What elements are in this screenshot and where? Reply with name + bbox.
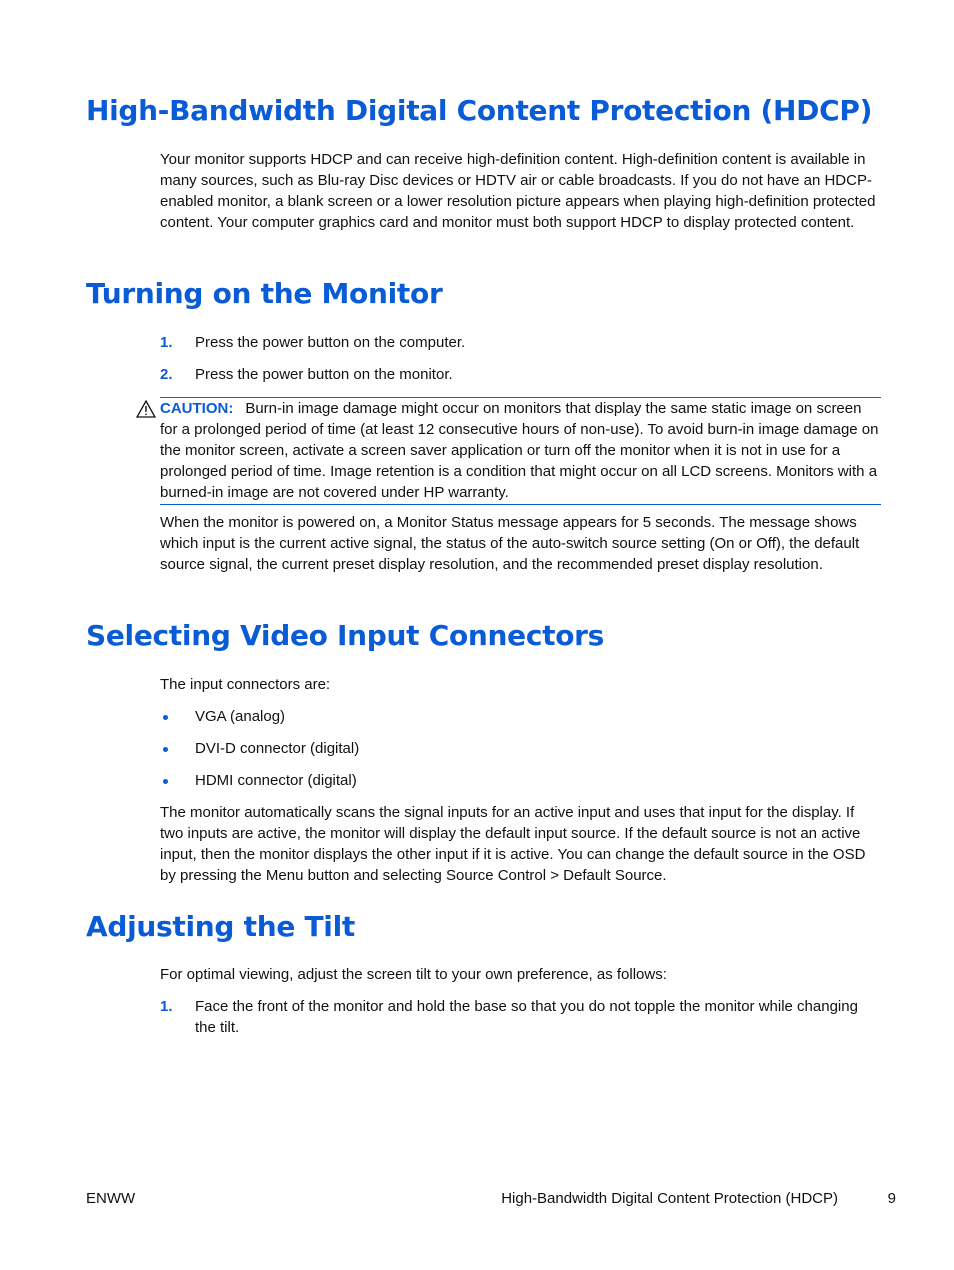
heading-video-input: Selecting Video Input Connectors [86, 619, 605, 652]
list-item [160, 706, 880, 727]
bullet-icon [163, 779, 168, 784]
heading-turning-on: Turning on the Monitor [86, 277, 443, 310]
footer-left: ENWW [86, 1190, 136, 1207]
footer-section-title: High-Bandwidth Digital Content Protection (HDCP) [501, 1190, 838, 1207]
list-item [160, 738, 880, 759]
heading-hdcp: High-Bandwidth Digital Content Protection (HDCP) [86, 94, 873, 127]
caution-text: Burn-in image damage might occur on monitors that display the same static image on screen for a prolonged period of time (at least 12 consecutive hours of non-use). To avoid burn-in image damage on the monitor screen, activate a screen saver application or turn off the monitor when it is not in use for a prolonged period of time. Image retention is a condition that might occur on all LCD screens. Monitors with a burned-in image are not covered under HP warranty. [160, 400, 879, 501]
step-text: Press the power button on the monitor. [195, 366, 453, 383]
step-number: 2. [160, 366, 173, 383]
paragraph-input-scan: The monitor automatically scans the signal inputs for an active input and uses that input for the display. If two inputs are active, the monitor will display the default input source. If the default source is not an active input, then the monitor displays the other input if it is active. You can change the default source in the OSD by pressing the Menu button and selecting Source Control > Default Source. [160, 804, 866, 884]
warning-triangle-icon [136, 400, 156, 418]
paragraph-connectors-intro: The input connectors are: [160, 676, 331, 693]
caution-paragraph [160, 398, 881, 503]
caution-box [160, 397, 881, 505]
step-text: Face the front of the monitor and hold the base so that you do not topple the monitor while changing the tilt. [195, 998, 858, 1036]
step-item [160, 996, 880, 1038]
list-item-text: VGA (analog) [195, 708, 286, 725]
step-number: 1. [160, 998, 173, 1015]
step-item [160, 332, 880, 353]
list-item-text: DVI-D connector (digital) [195, 740, 360, 757]
step-text: Press the power button on the computer. [195, 334, 466, 351]
paragraph-tilt-intro: For optimal viewing, adjust the screen tilt to your own preference, as follows: [160, 966, 667, 983]
paragraph-monitor-status: When the monitor is powered on, a Monitor Status message appears for 5 seconds. The message shows which input is the current active signal, the status of the auto-switch source setting (On or Off), the default source signal, the current preset display resolution, and the recommended preset display resolution. [160, 514, 860, 573]
heading-tilt: Adjusting the Tilt [86, 910, 355, 943]
step-number: 1. [160, 334, 173, 351]
step-item [160, 364, 880, 385]
bullet-icon [163, 715, 168, 720]
list-item-text: HDMI connector (digital) [195, 772, 357, 789]
caution-label: CAUTION: [160, 400, 234, 417]
page-number: 9 [887, 1190, 896, 1207]
list-item [160, 770, 880, 791]
paragraph-hdcp: Your monitor supports HDCP and can receive high-definition content. High-definition content is available in many sources, such as Blu-ray Disc devices or HDTV air or cable broadcasts. If you do not have an HDCP-enabled monitor, a blank screen or a lower resolution picture appears when playing high-definition protected content. Your computer graphics card and monitor must both support HDCP to display protected content. [160, 151, 876, 231]
bullet-icon [163, 747, 168, 752]
